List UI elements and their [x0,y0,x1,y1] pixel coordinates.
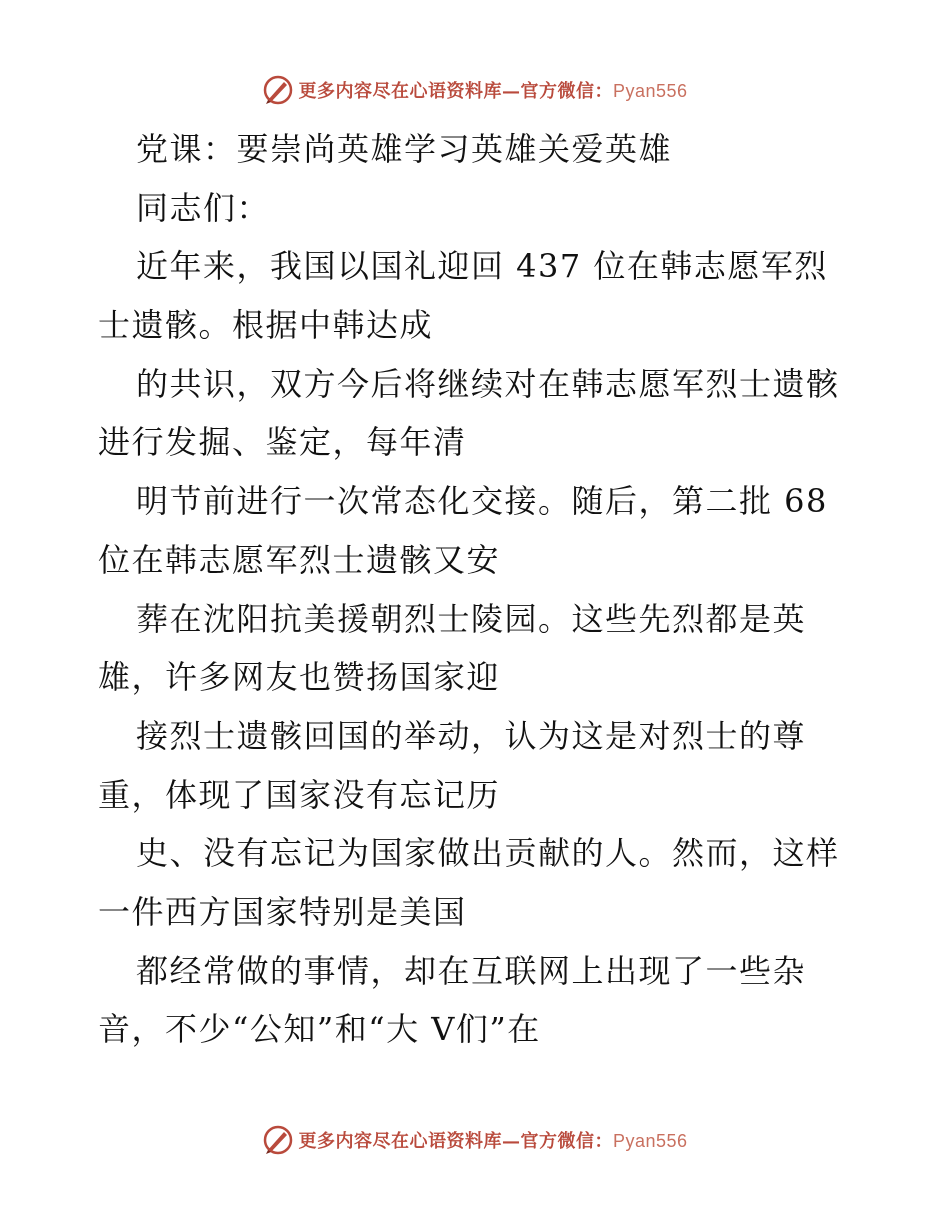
wechat-id: Pyan556 [612,1131,688,1151]
paragraph-line: 重，体现了国家没有忘记历 [98,775,501,814]
document-body [98,120,858,1059]
document-title: 党课：要崇尚英雄学习英雄关爱英雄 [136,130,673,168]
greeting: 同志们： [136,188,271,227]
paragraph-line: 都经常做的事情，却在互联网上出现了一些杂 [136,951,807,990]
paragraph-line: 音，不少“公知”和“大 V们”在 [98,1010,541,1049]
header-banner [0,70,950,110]
paragraph-line: 的共识，双方今后将继续对在韩志愿军烈士遗骸 [136,364,840,403]
banner-text-label: 更多内容尽在心语资料库—官方微信： [298,81,613,102]
footer-banner [0,1120,950,1160]
footer-banner-text [298,1127,687,1153]
paragraph-line: 接烈士遗骸回国的举动，认为这是对烈士的尊 [136,716,807,755]
header-banner-text [298,77,687,103]
paragraph-line: 士遗骸。根据中韩达成 [98,306,434,345]
paragraph-line: 明节前进行一次常态化交接。随后，第二批 68 [136,482,828,521]
paragraph-line: 葬在沈阳抗美援朝烈士陵园。这些先烈都是英 [136,599,807,638]
banner-text-label: 更多内容尽在心语资料库—官方微信： [298,1131,613,1152]
paragraph-line: 雄，许多网友也赞扬国家迎 [98,658,501,697]
paragraph-line: 进行发掘、鉴定，每年清 [98,423,467,462]
wechat-id: Pyan556 [612,81,688,101]
pen-logo-icon [262,1124,294,1156]
paragraph-line: 史、没有忘记为国家做出贡献的人。然而，这样 [136,834,840,873]
pen-logo-icon [262,74,294,106]
paragraph-line: 位在韩志愿军烈士遗骸又安 [98,540,501,579]
paragraph-line: 一件西方国家特别是美国 [98,892,467,931]
paragraph-line: 近年来，我国以国礼迎回 437 位在韩志愿军烈 [136,247,828,286]
